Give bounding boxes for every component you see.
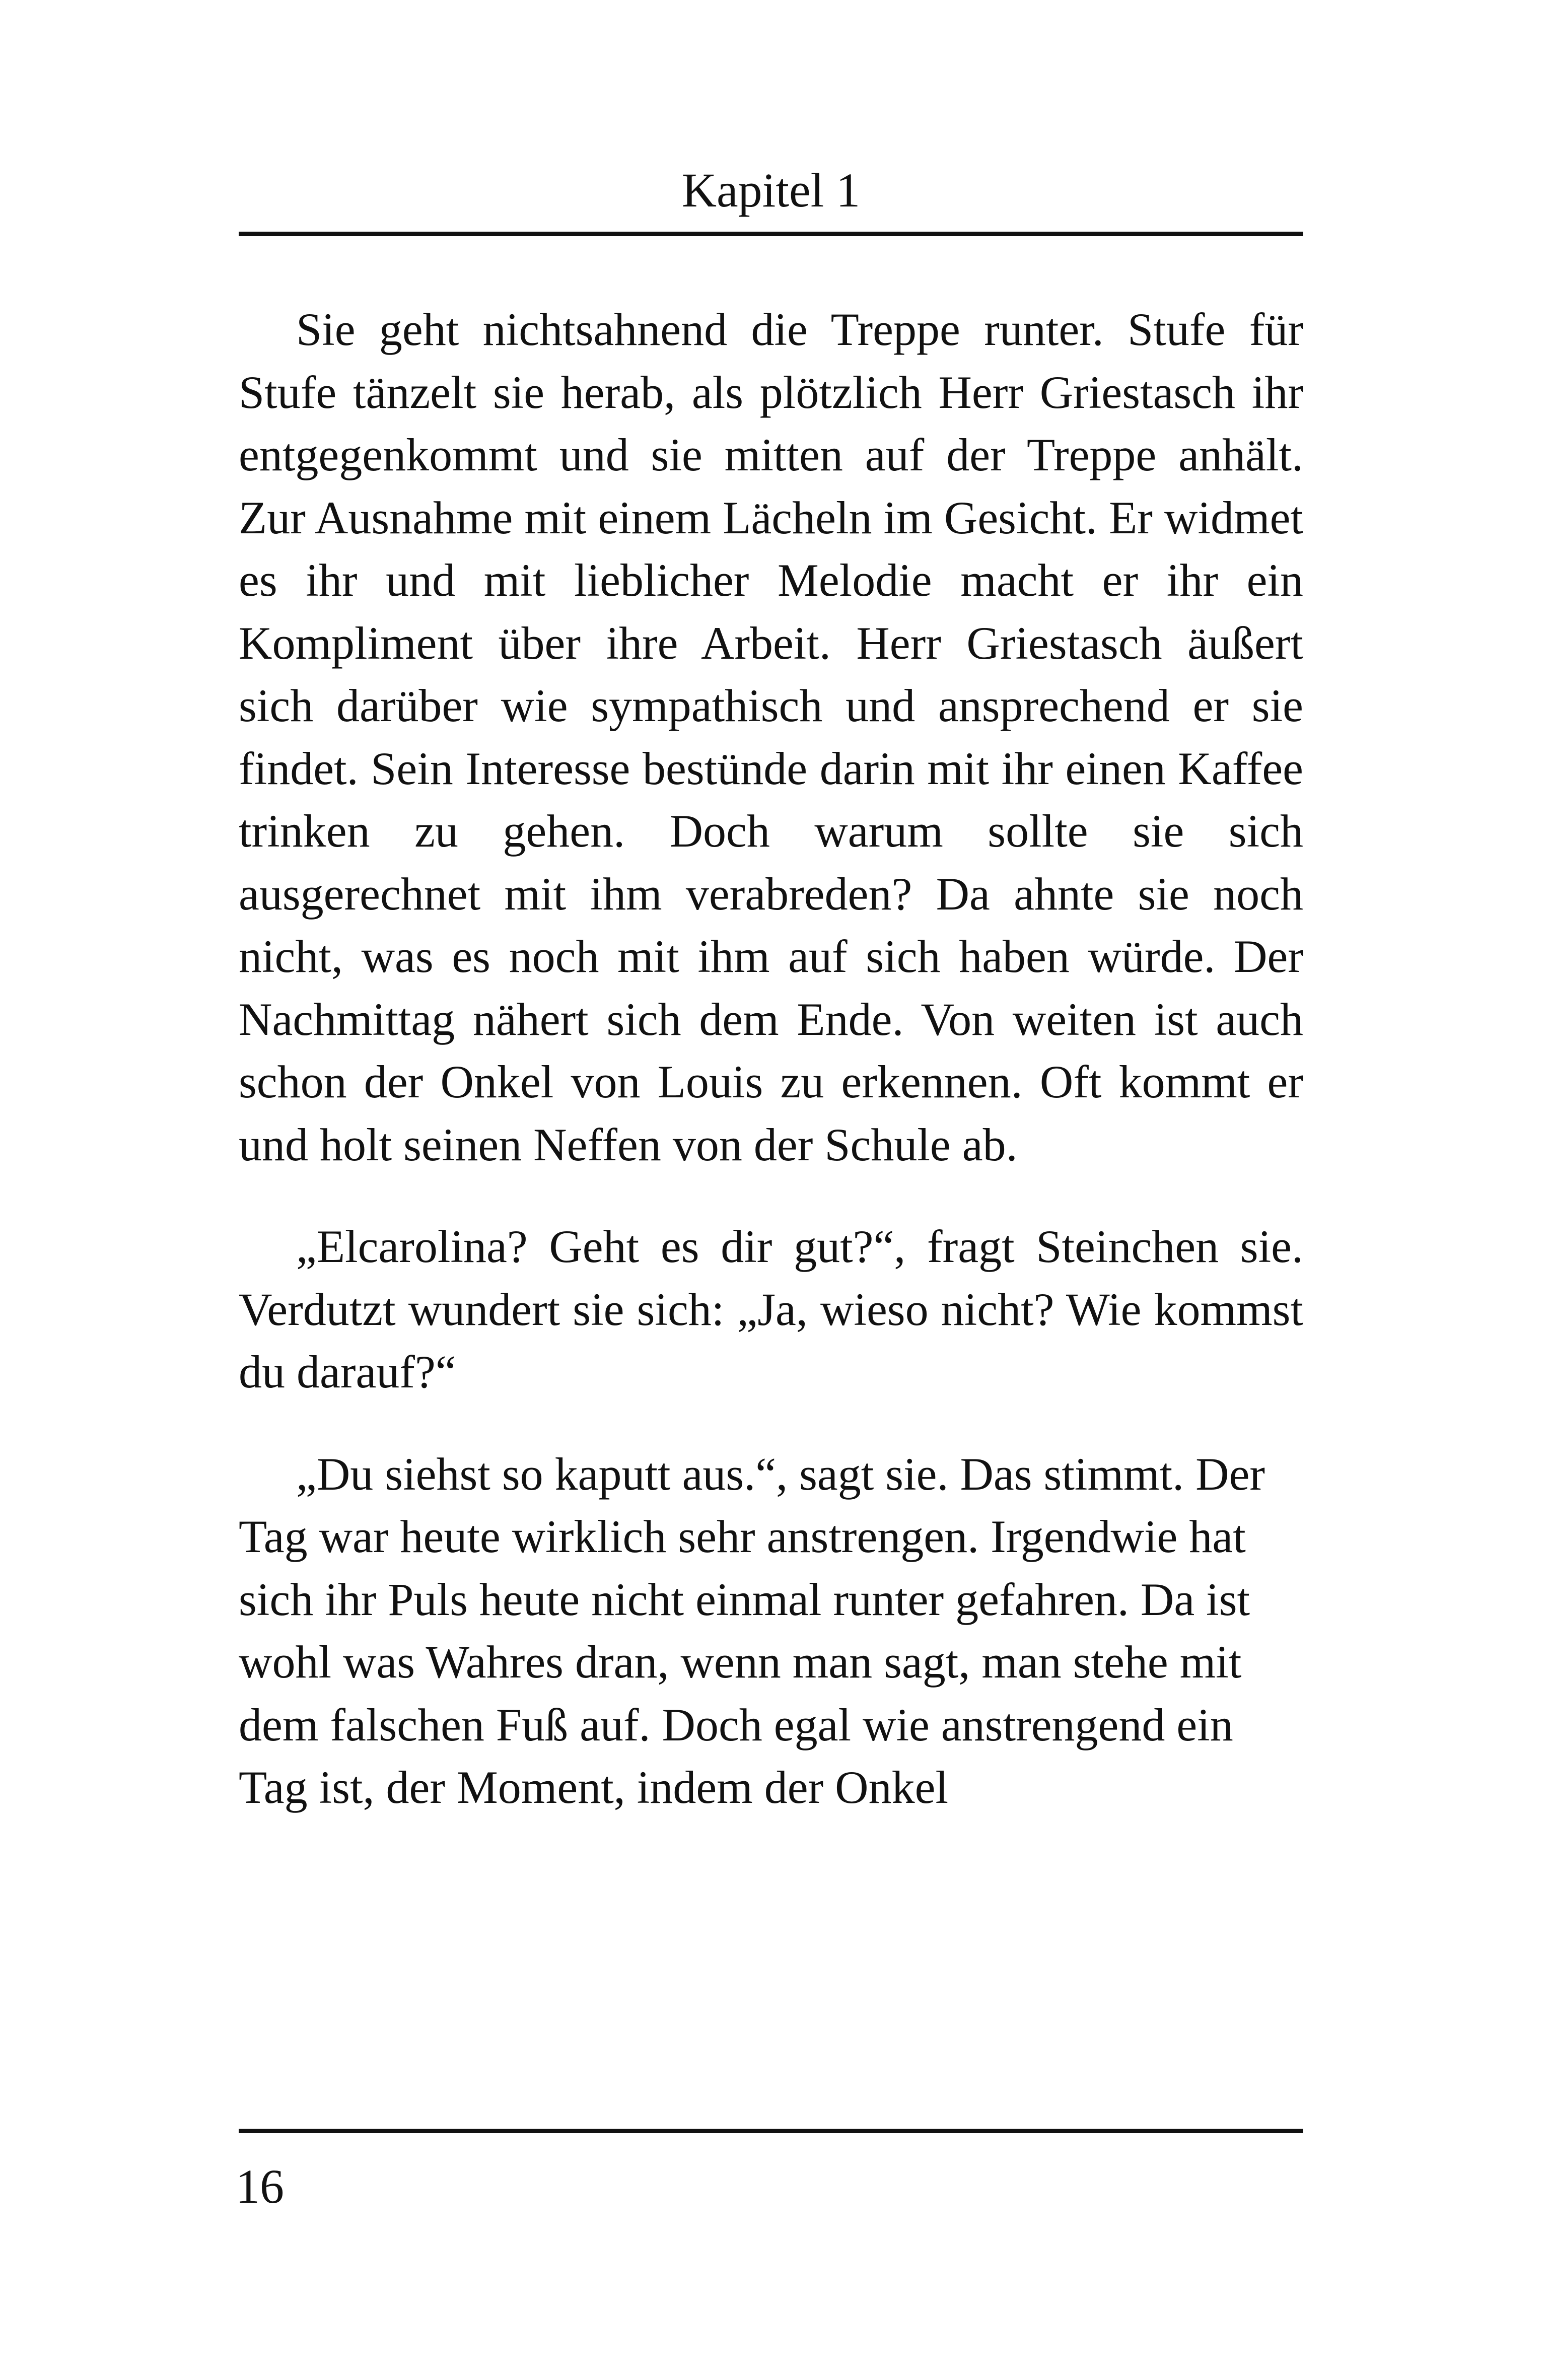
- paragraph: „Elcarolina? Geht es dir gut?“, fragt Steinchen sie. Verdutzt wundert sie sich: „Ja, wieso nicht? Wie kommst du darauf?“: [239, 1221, 1303, 1397]
- footer-rule: [239, 2129, 1303, 2133]
- header-rule: [239, 232, 1303, 236]
- body-text: [239, 298, 1303, 1819]
- chapter-title: Kapitel 1: [681, 163, 861, 217]
- page-number: 16: [236, 2159, 284, 2213]
- paragraph: Sie geht nichtsahnend die Treppe runter. Stufe für Stufe tänzelt sie herab, als plötzlich Herr Griestasch ihr entgegenkommt und sie mitten auf der Treppe anhält. Zur Ausnahme mit einem Lächeln im Gesicht. Er widmet es ihr und mit lieblicher Melodie macht er ihr ein Kompliment über ihre Arbeit. Herr Griestasch äußert sich darüber wie sympathisch und ansprechend er sie findet. Sein Interesse bestünde darin mit ihr einen Kaffee trinken zu gehen. Doch warum sollte sie sich ausgerechnet mit ihm verabreden? Da ahnte sie noch nicht, was es noch mit ihm auf sich haben würde. Der Nachmittag nähert sich dem Ende. Von weiten ist auch schon der Onkel von Louis zu erkennen. Oft kommt er und holt seinen Neffen von der Schule ab.: [239, 304, 1303, 1170]
- paragraph: „Du siehst so kaputt aus.“, sagt sie. Das stimmt. Der Tag war heute wirklich sehr anstrengen. Irgendwie hat sich ihr Puls heute nicht einmal runter gefahren. Da ist wohl was Wahres dran, wenn man sagt, man stehe mit dem falschen Fuß auf. Doch egal wie anstrengend ein Tag ist, der Moment, indem der Onkel: [239, 1448, 1265, 1813]
